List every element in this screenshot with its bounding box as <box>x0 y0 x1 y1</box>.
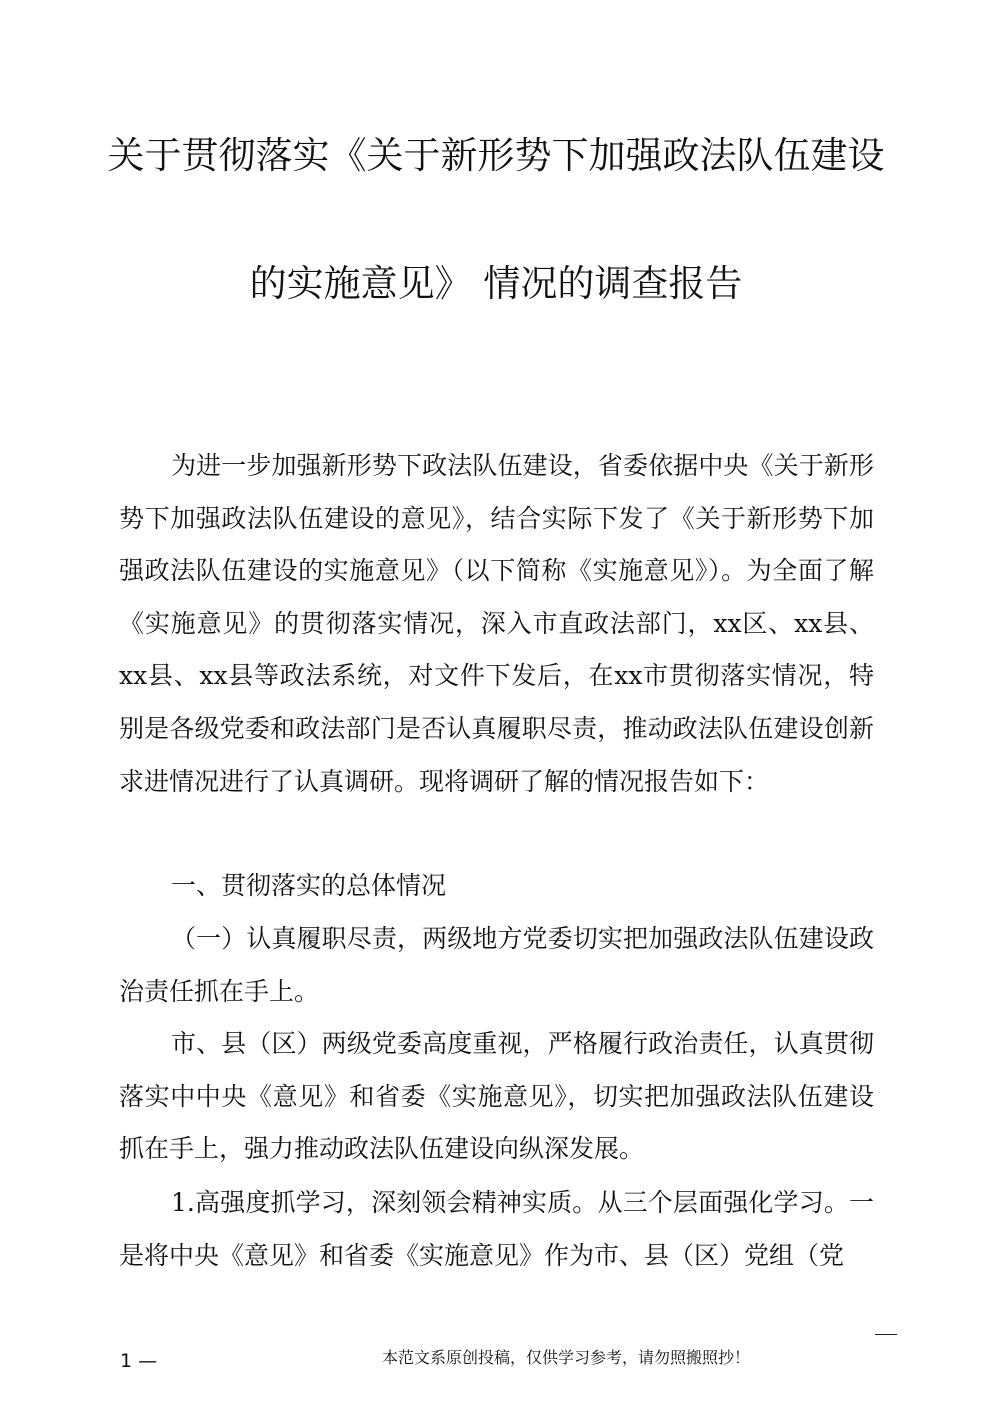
document-title-line-2: 的实施意见》 情况的调查报告 <box>249 262 743 305</box>
footer-rule <box>875 1334 897 1335</box>
intro-paragraph: 为进一步加强新形势下政法队伍建设，省委依据中央《关于新形势下加强政法队伍建设的意见》，结合实际下发了《关于新形势下加强政法队伍建设的实施意见》（以下简称《实施意见》）。为全面了解《实施意见》的贯彻落实情况，深入市直政法部门，xx区、xx县、xx县、xx县等政法系统，对文件下发后，在xx市贯彻落实情况，特别是各级党委和政法部门是否认真履职尽责，推动政法队伍建设创新求进情况进行了认真调研。现将调研了解的情况报告如下： <box>119 451 874 796</box>
page-number: 1 — <box>120 1350 158 1372</box>
subsection-heading: （一）认真履职尽责，两级地方党委切实把加强政法队伍建设政治责任抓在手上。 <box>119 924 874 1006</box>
body-paragraph-numbered: 1.高强度抓学习，深刻领会精神实质。从三个层面强化学习。一是将中央《意见》和省委《实施意见》作为市、县（区）党组（党 <box>119 1188 874 1270</box>
document-title-line-1: 关于贯彻落实《关于新形势下加强政法队伍建设 <box>107 134 885 177</box>
footer-disclaimer: 本范文系原创投稿，仅供学习参考，请勿照搬照抄！ <box>382 1348 751 1367</box>
body-paragraph: 市、县（区）两级党委高度重视，严格履行政治责任，认真贯彻落实中中央《意见》和省委《实施意见》，切实把加强政法队伍建设抓在手上，强力推动政法队伍建设向纵深发展。 <box>119 1029 874 1164</box>
section-heading: 一、贯彻落实的总体情况 <box>171 871 447 900</box>
